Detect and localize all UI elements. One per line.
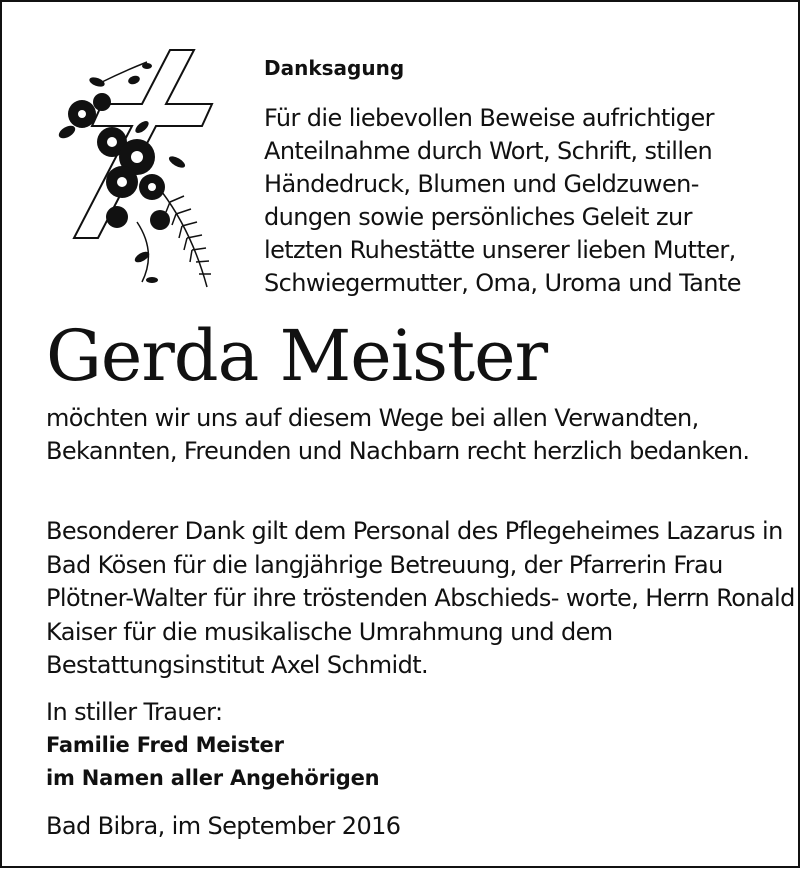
special-thanks-paragraph	[46, 515, 798, 683]
text-line: Schwiegermutter, Oma, Uroma und Tante	[264, 269, 741, 297]
text-line: Lazarus in Bad Kösen für die langjährige Betreuung, der	[46, 517, 783, 579]
intro-paragraph	[264, 102, 741, 300]
text-line: Für die liebevollen Beweise aufrichtiger	[264, 104, 714, 132]
text-line: Bekannten, Freunden und Nachbarn recht herzlich	[46, 437, 623, 465]
heading-danksagung: Danksagung	[264, 56, 405, 80]
text-line: Umrahmung und dem Bestattungsinstitut Axel Schmidt.	[46, 617, 613, 679]
text-line: möchten wir uns auf diesem Wege bei allen Verwandten,	[46, 404, 699, 432]
signature-relatives: im Namen aller Angehörigen	[46, 766, 380, 790]
signature-intro: In stiller Trauer:	[46, 698, 223, 726]
thanks-paragraph	[46, 402, 798, 468]
text-line: bedanken.	[629, 437, 750, 465]
signature-block	[46, 696, 379, 795]
text-line: Pfarrerin Frau Plötner-Walter für ihre tröstenden Abschieds-	[46, 550, 723, 612]
text-line: worte, Herrn Ronald Kaiser für die musikalische	[46, 584, 795, 646]
text-line: Besonderer Dank gilt dem Personal des Pflegeheimes	[46, 517, 660, 545]
text-line: Anteilnahme durch Wort, Schrift, stillen	[264, 137, 713, 165]
cross-with-roses-icon	[42, 42, 242, 292]
signature-family: Familie Fred Meister	[46, 733, 284, 757]
deceased-name: Gerda Meister	[46, 315, 548, 397]
text-line: letzten Ruhestätte unserer lieben Mutter,	[264, 236, 736, 264]
place-date: Bad Bibra, im September 2016	[46, 812, 401, 840]
text-line: Händedruck, Blumen und Geldzuwen-	[264, 170, 699, 198]
text-line: dungen sowie persönliches Geleit zur	[264, 203, 692, 231]
